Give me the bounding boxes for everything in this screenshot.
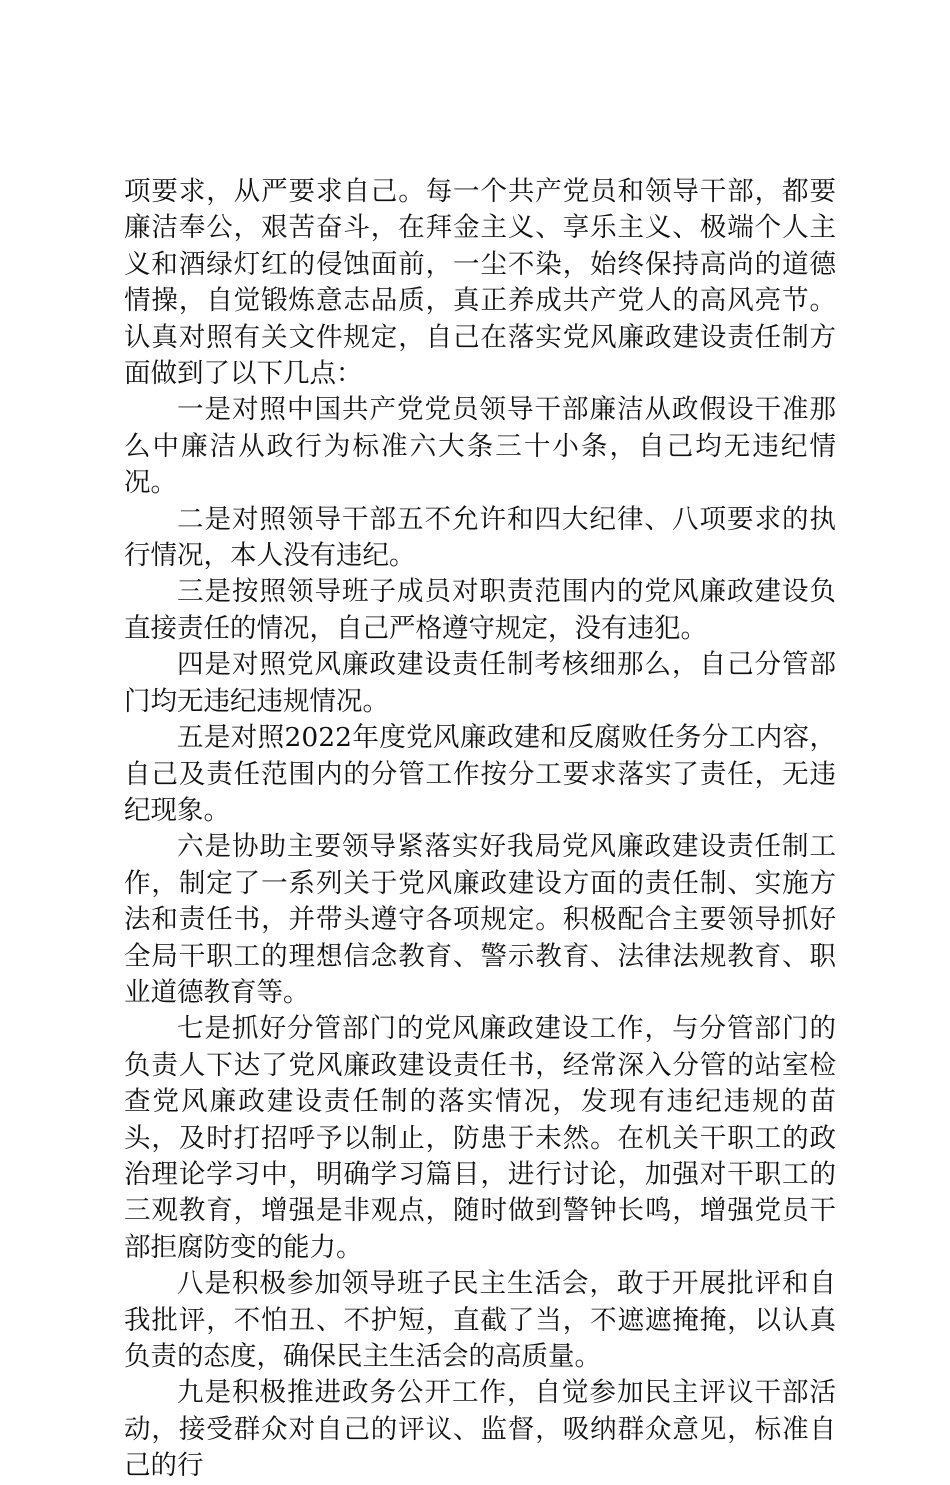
paragraph-point-7: 七是抓好分管部门的党风廉政建设工作，与分管部门的负责人下达了党风廉政建设责任书，经常深入分管的站室检查党风廉政建设责任制的落实情况，发现有违纪违规的苗头，及时打招呼予以制止，防患于未然。在机关干职工的政治理论学习中，明确学习篇目，进行讨论，加强对干职工的三观教育，增强是非观点，随时做到警钟长鸣，增强党员干部拒腐防变的能力。 (124, 1013, 836, 1263)
paragraph-point-1: 一是对照中国共产党党员领导干部廉洁从政假设干准那么中廉洁从政行为标准六大条三十小条，自己均无违纪情况。 (124, 394, 836, 499)
paragraph-point-3: 三是按照领导班子成员对职责范围内的党风廉政建设负直接责任的情况，自己严格遵守规定，没有违犯。 (124, 576, 836, 644)
paragraph-point-5: 五是对照2022年度党风廉政建和反腐败任务分工内容，自己及责任范围内的分管工作按分工要求落实了责任，无违纪现象。 (124, 722, 836, 826)
paragraph-point-4: 四是对照党风廉政建设责任制考核细那么，自己分管部门均无违纪违规情况。 (124, 649, 836, 717)
paragraph-point-2: 二是对照领导干部五不允许和四大纪律、八项要求的执行情况，本人没有违纪。 (124, 503, 836, 572)
document-body (124, 174, 836, 1485)
paragraph-intro: 项要求，从严要求自己。每一个共产党员和领导干部，都要廉洁奉公，艰苦奋斗，在拜金主义、享乐主义、极端个人主义和酒绿灯红的侵蚀面前，一尘不染，始终保持高尚的道德情操，自觉锻炼意志品质，真正养成共产党人的高风亮节。认真对照有关文件规定，自己在落实党风廉政建设责任制方面做到了以下几点： (124, 176, 836, 390)
paragraph-point-8: 八是积极参加领导班子民主生活会，敢于开展批评和自我批评，不怕丑、不护短，直截了当，不遮遮掩掩，以认真负责的态度，确保民主生活会的高质量。 (124, 1268, 836, 1372)
paragraph-point-9: 九是积极推进政务公开工作，自觉参加民主评议干部活动，接受群众对自己的评议、监督，吸纳群众意见，标准自己的行 (124, 1377, 836, 1482)
paragraph-point-6: 六是协助主要领导紧落实好我局党风廉政建设责任制工作，制定了一系列关于党风廉政建设方面的责任制、实施方法和责任书，并带头遵守各项规定。积极配合主要领导抓好全局干职工的理想信念教育、警示教育、法律法规教育、职业道德教育等。 (124, 831, 836, 1008)
